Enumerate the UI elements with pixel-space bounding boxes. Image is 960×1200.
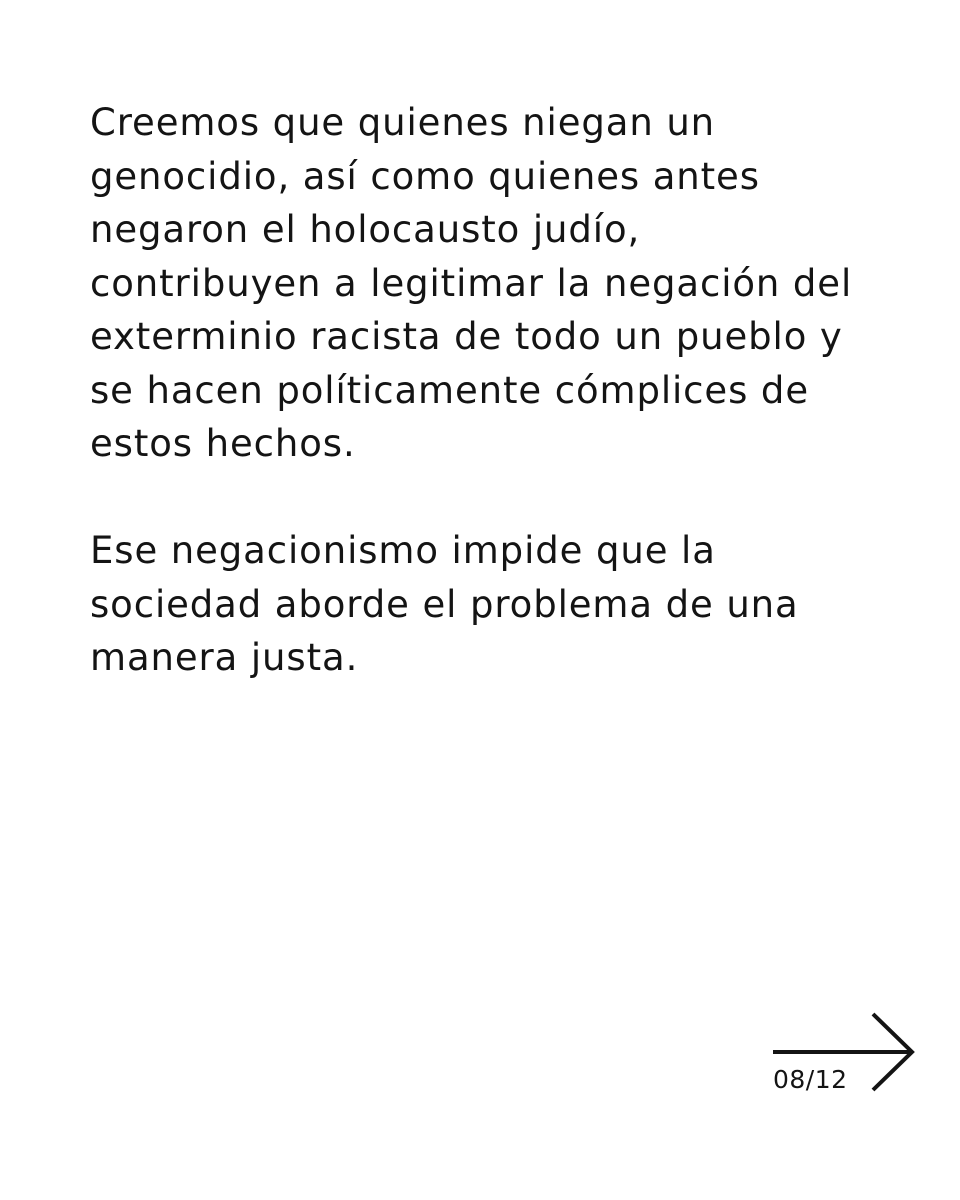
paragraph-1-line: contribuyen a legitimar la negación del (90, 261, 853, 305)
paragraph-1-line: Creemos que quienes niegan un (90, 101, 716, 144)
paragraph-2-line: sociedad aborde el problema de una (90, 582, 799, 626)
paragraph-1-line: negaron el holocausto judío, (90, 208, 641, 251)
paragraph-2-line: manera justa. (90, 636, 359, 679)
paragraph-1-line: genocidio, así como quienes antes (90, 154, 760, 198)
paragraph-1-line: se hacen políticamente cómplices de (90, 368, 809, 412)
paragraph-spacer (90, 471, 890, 525)
paragraph-1 (90, 96, 890, 471)
paragraph-1-line: estos hechos. (90, 422, 356, 465)
paragraph-1-line: exterminio racista de todo un pueblo y (90, 315, 843, 358)
page-counter: 08/12 (773, 1065, 848, 1094)
paragraph-2 (90, 524, 890, 685)
slide-body-text (90, 96, 890, 685)
paragraph-2-line: Ese negacionismo impide que la (90, 529, 716, 572)
